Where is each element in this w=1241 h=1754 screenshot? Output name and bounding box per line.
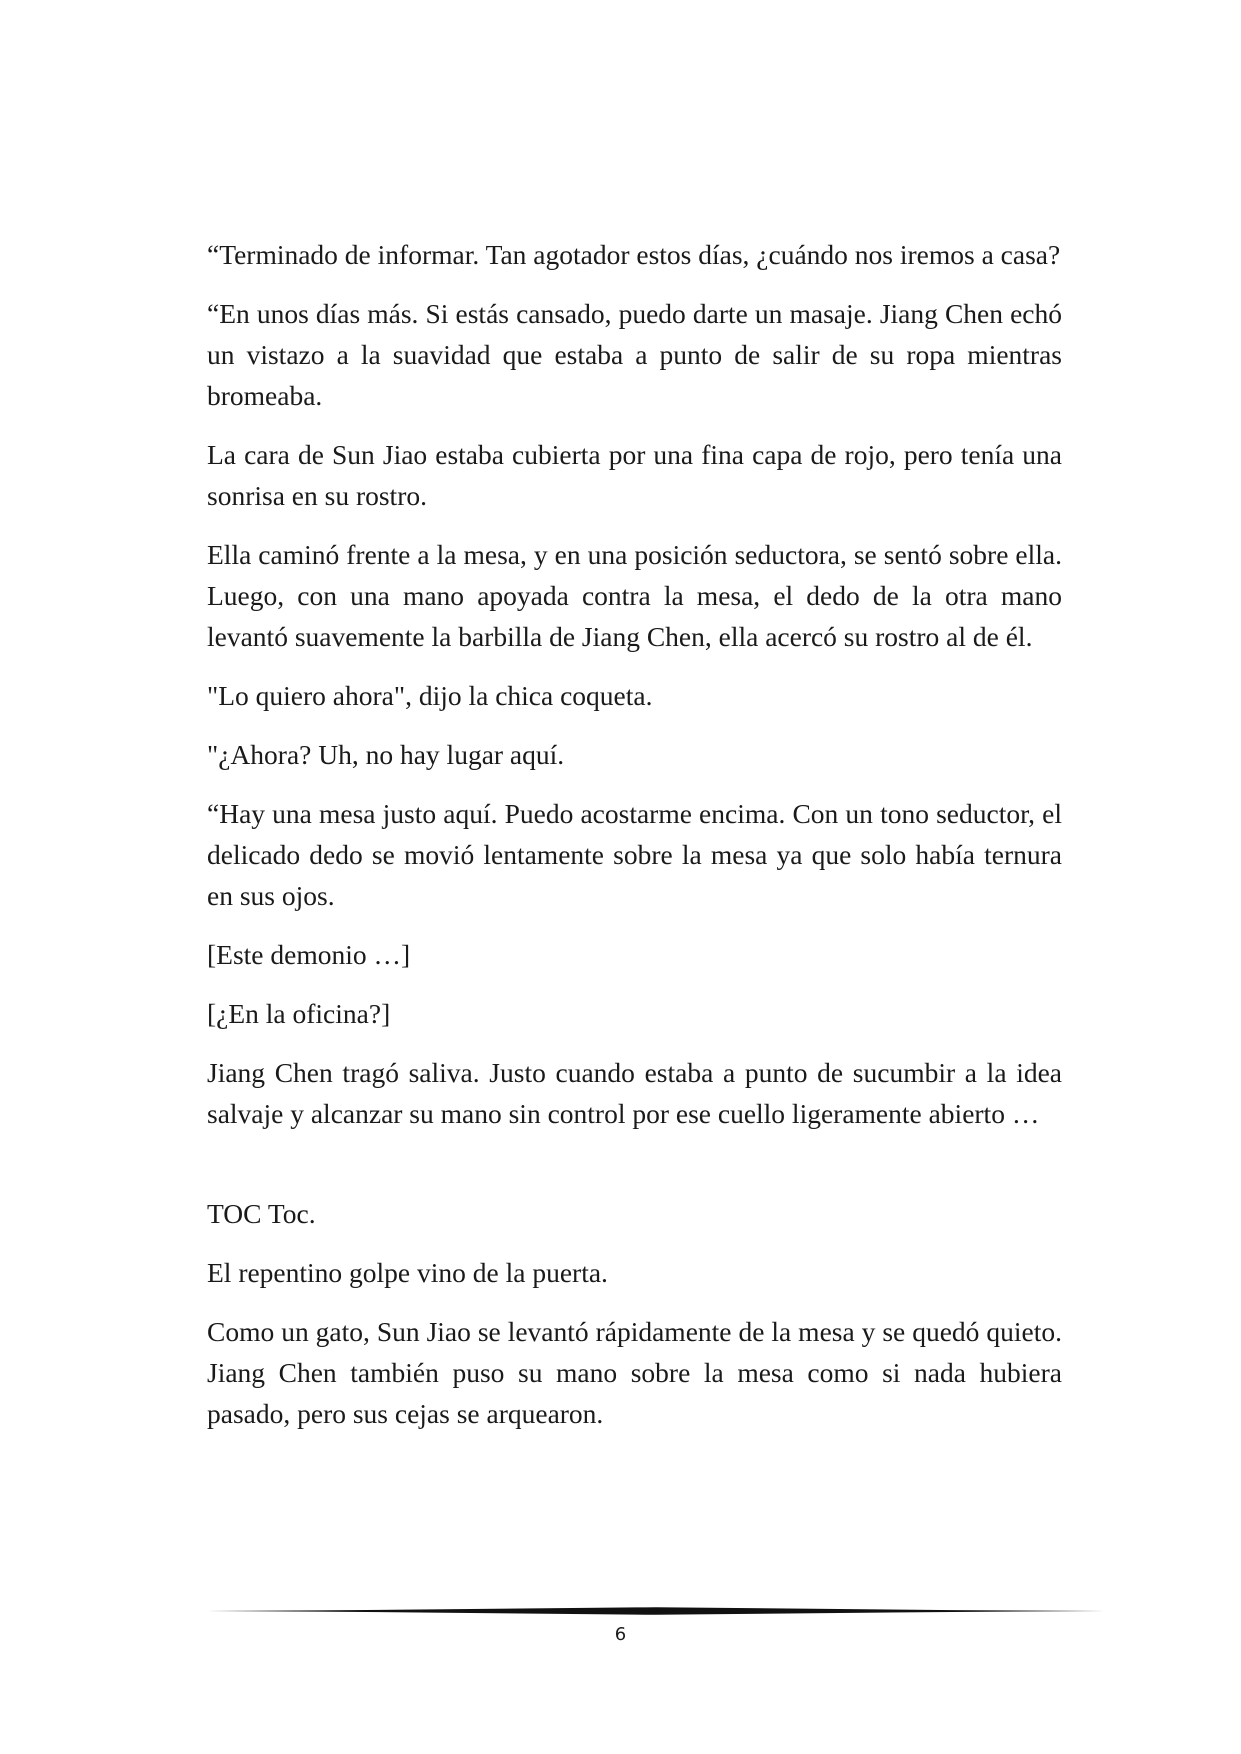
page-number: 6 [614, 1624, 627, 1645]
paragraph: “En unos días más. Si estás cansado, puedo darte un masaje. Jiang Chen echó un vistazo a la suavidad que estaba a punto de salir de su ropa mientras bromeaba. [207, 298, 1062, 411]
paragraph: Como un gato, Sun Jiao se levantó rápidamente de la mesa y se quedó quieto. Jiang Chen también puso su mano sobre la mesa como si nada hubiera pasado, pero sus cejas se arquearon. [207, 1316, 1062, 1429]
footer-rule [207, 1605, 1105, 1617]
paragraph: El repentino golpe vino de la puerta. [207, 1257, 608, 1288]
paragraph: "¿Ahora? Uh, no hay lugar aquí. [207, 739, 565, 770]
paragraph: "Lo quiero ahora", dijo la chica coqueta. [207, 680, 653, 711]
paragraph: “Terminado de informar. Tan agotador estos días, ¿cuándo nos iremos a casa? [207, 239, 1061, 270]
paragraph: La cara de Sun Jiao estaba cubierta por una fina capa de rojo, pero tenía una sonrisa en su rostro. [207, 439, 1062, 511]
paragraph: [¿En la oficina?] [207, 998, 391, 1029]
paragraph: Ella caminó frente a la mesa, y en una posición seductora, se sentó sobre ella. Luego, con una mano apoyada contra la mesa, el dedo de la otra mano levantó suavemente la barbilla de Jiang Chen, ella acercó su rostro al de él. [207, 539, 1062, 652]
paragraph: TOC Toc. [207, 1198, 316, 1229]
paragraph: “Hay una mesa justo aquí. Puedo acostarme encima. Con un tono seductor, el delicado dedo se movió lentamente sobre la mesa ya que solo había ternura en sus ojos. [207, 798, 1062, 911]
paragraph: [Este demonio …] [207, 939, 411, 970]
paragraph: Jiang Chen tragó saliva. Justo cuando estaba a punto de sucumbir a la idea salvaje y alcanzar su mano sin control por ese cuello ligeramente abierto … [207, 1057, 1062, 1129]
body-text [207, 234, 1062, 1452]
